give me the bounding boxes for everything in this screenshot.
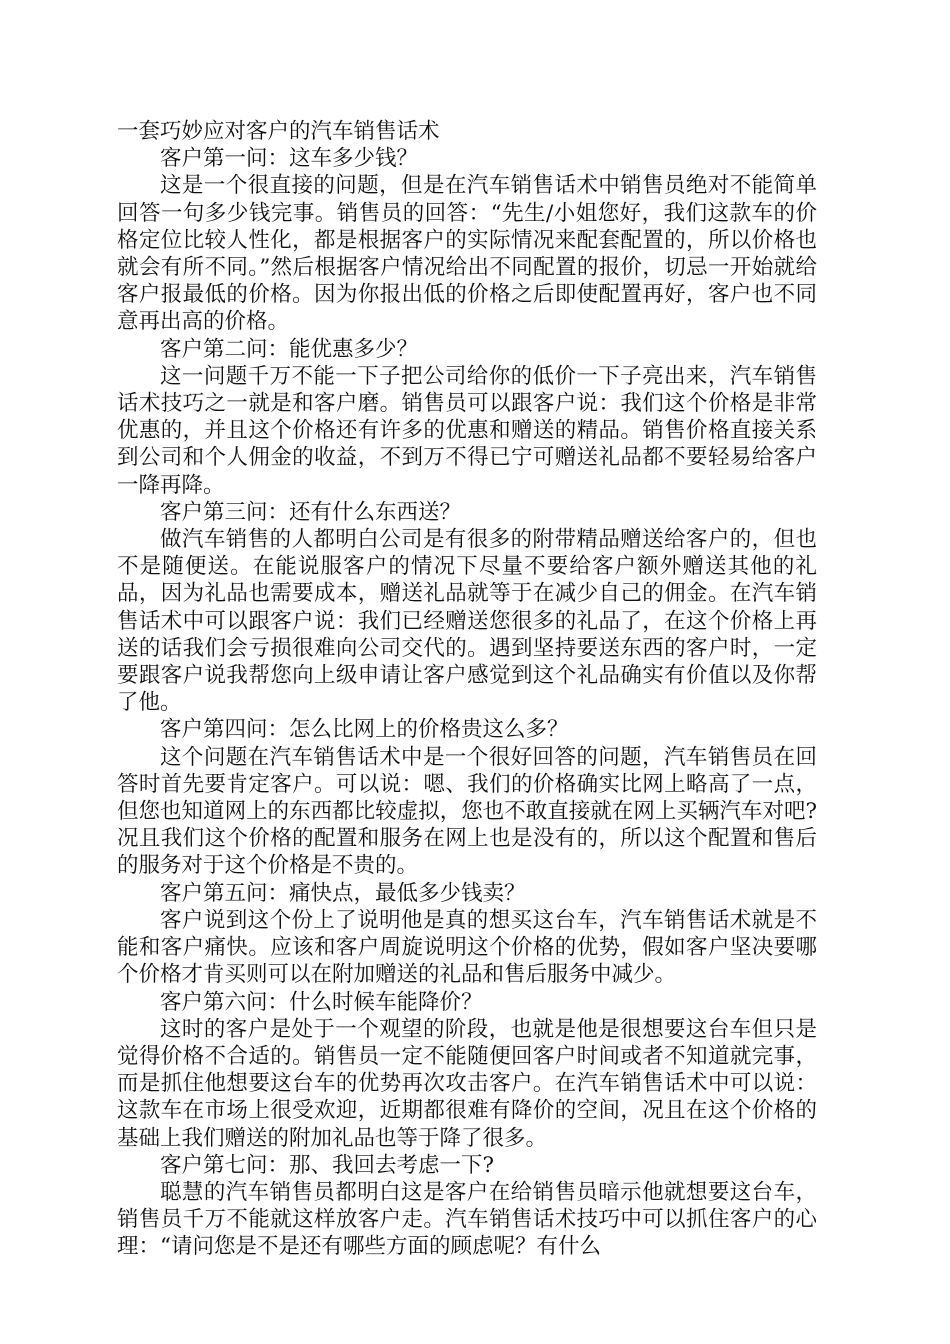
answer-1: 这是一个很直接的问题，但是在汽车销售话术中销售员绝对不能简单回答一句多少钱完事。销售员的回答：“先生/小姐您好，我们这款车的价格定位比较人性化，都是根据客户的实际情况来配套配置的，所以价格也就会有所不同。”然后根据客户情况给出不同配置的报价，切忌一开始就给客户报最低的价格。因为你报出低的价格之后即使配置再好，客户也不同意再出高的价格。	[117, 173, 817, 335]
question-5: 客户第五问：痛快点，最低多少钱卖？	[160, 880, 526, 906]
document-title: 一套巧妙应对客户的汽车销售话术	[117, 119, 440, 144]
question-6: 客户第六问：什么时候车能降价？	[160, 989, 483, 1015]
answer-5: 客户说到这个份上了说明他是真的想买这台车，汽车销售话术就是不能和客户痛快。应该和客户周旋说明这个价格的优势，假如客户坚决要哪个价格才肯买则可以在附加赠送的礼品和售后服务中减少。	[117, 907, 817, 988]
answer-2: 这一问题千万不能一下子把公司给你的低价一下子亮出来，汽车销售话术技巧之一就是和客户磨。销售员可以跟客户说：我们这个价格是非常优惠的，并且这个价格还有许多的优惠和赠送的精品。销售价格直接关系到公司和个人佣金的收益，不到万不得已宁可赠送礼品都不要轻易给客户一降再降。	[117, 363, 817, 498]
question-3: 客户第三问：还有什么东西送？	[160, 499, 462, 525]
question-2: 客户第二问：能优惠多少？	[160, 336, 419, 362]
document-page	[117, 118, 817, 1261]
question-4: 客户第四问：怎么比网上的价格贵这么多？	[160, 717, 569, 743]
answer-4: 这个问题在汽车销售话术中是一个很好回答的问题，汽车销售员在回答时首先要肯定客户。可以说：嗯、我们的价格确实比网上略高了一点，但您也知道网上的东西都比较虚拟，您也不敢直接就在网上买辆汽车对吧?况且我们这个价格的配置和服务在网上也是没有的，所以这个配置和售后的服务对于这个价格是不贵的。	[117, 744, 817, 879]
answer-6: 这时的客户是处于一个观望的阶段，也就是他是很想要这台车但只是觉得价格不合适的。销售员一定不能随便回客户时间或者不知道就完事，而是抓住他想要这台车的优势再次攻击客户。在汽车销售话术中可以说：这款车在市场上很受欢迎，近期都很难有降价的空间，况且在这个价格的基础上我们赠送的附加礼品也等于降了很多。	[117, 1016, 817, 1151]
answer-3: 做汽车销售的人都明白公司是有很多的附带精品赠送给客户的，但也不是随便送。在能说服客户的情况下尽量不要给客户额外赠送其他的礼品，因为礼品也需要成本，赠送礼品就等于在减少自己的佣金。在汽车销售话术中可以跟客户说：我们已经赠送您很多的礼品了，在这个价格上再送的话我们会亏损很难向公司交代的。遇到坚持要送东西的客户时，一定要跟客户说我帮您向上级申请让客户感觉到这个礼品确实有价值以及你帮了他。	[117, 527, 817, 716]
answer-7: 聪慧的汽车销售员都明白这是客户在给销售员暗示他就想要这台车，销售员千万不能就这样放客户走。汽车销售话术技巧中可以抓住客户的心理：“请问您是不是还有哪些方面的顾虑呢？有什么	[117, 1179, 817, 1260]
question-1: 客户第一问：这车多少钱？	[160, 146, 419, 172]
question-7: 客户第七问：那、我回去考虑一下?	[160, 1152, 495, 1178]
